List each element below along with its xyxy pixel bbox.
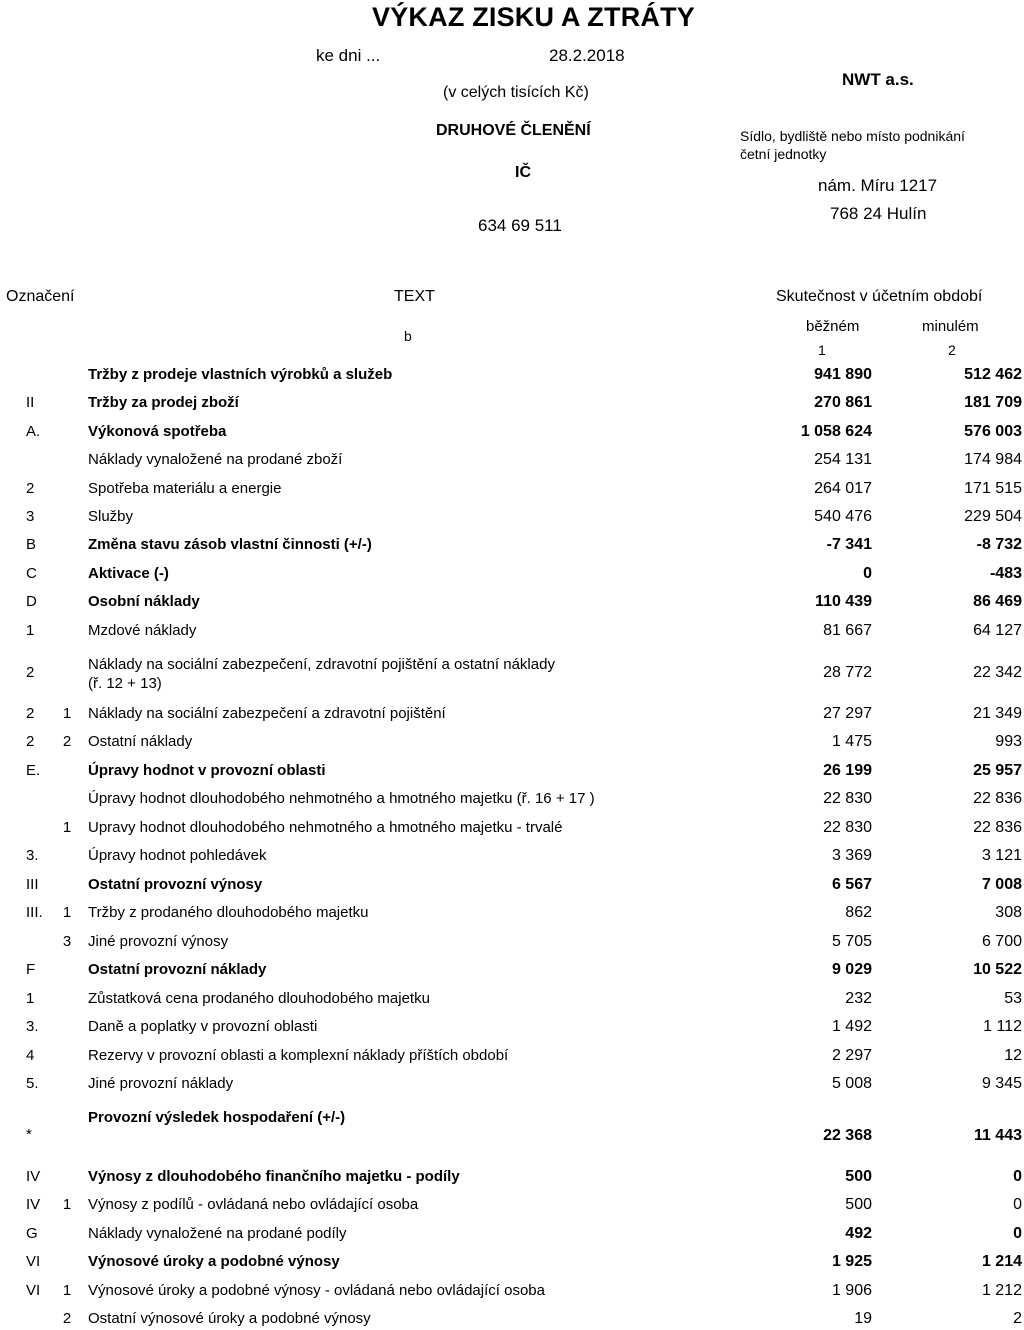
row-text: Úpravy hodnot v provozní oblasti — [88, 762, 326, 779]
row-mark: 1 — [26, 990, 35, 1007]
classification: DRUHOVÉ ČLENĚNÍ — [436, 122, 591, 139]
row-mark: 4 — [26, 1047, 35, 1064]
row-text: Tržby z prodaného dlouhodobého majetku — [88, 904, 369, 921]
row-text: Náklady na sociální zabezpečení a zdravotní pojištění — [88, 705, 446, 722]
value-previous-period: 64 127 — [973, 622, 1022, 639]
row-mark: VI — [26, 1282, 41, 1299]
value-previous-period: 22 836 — [973, 790, 1022, 807]
row-mark: 3. — [26, 847, 39, 864]
address-line2: 768 24 Hulín — [830, 204, 927, 223]
row-subindex: 1 — [62, 1282, 72, 1299]
row-mark: 2 — [26, 705, 35, 722]
row-mark: 2 — [26, 480, 35, 497]
value-current-period: 19 — [854, 1310, 872, 1327]
row-mark: IV — [26, 1196, 41, 1213]
value-previous-period: 308 — [995, 904, 1022, 921]
value-current-period: 492 — [845, 1225, 872, 1242]
row-text: Provozní výsledek hospodaření (+/-) — [88, 1109, 346, 1126]
col-header-previous-num: 2 — [948, 342, 956, 358]
row-text: Výnosy z dlouhodobého finančního majetku - podíly — [88, 1168, 460, 1185]
value-previous-period: 3 121 — [981, 847, 1022, 864]
value-current-period: 81 667 — [823, 622, 872, 639]
row-mark: B — [26, 536, 37, 553]
row-text: Náklady vynaložené na prodané podíly — [88, 1225, 347, 1242]
value-current-period: 110 439 — [815, 593, 872, 610]
row-mark: D — [26, 593, 37, 610]
value-current-period: 540 476 — [814, 508, 872, 525]
row-subindex: 2 — [62, 733, 72, 750]
row-text: Tržby z prodeje vlastních výrobků a služeb — [88, 366, 393, 383]
value-current-period: 1 492 — [831, 1018, 872, 1035]
value-current-period: 264 017 — [814, 480, 872, 497]
date-value: 28.2.2018 — [549, 46, 625, 65]
row-text: Výkonová spotřeba — [88, 423, 227, 440]
value-previous-period: 1 112 — [983, 1018, 1022, 1035]
value-current-period: 22 830 — [823, 819, 872, 836]
row-text: Úpravy hodnot pohledávek — [88, 847, 267, 864]
value-current-period: 1 925 — [831, 1253, 872, 1270]
value-previous-period: 6 700 — [981, 933, 1022, 950]
col-header-current: běžném — [806, 318, 860, 335]
value-previous-period: 0 — [1013, 1196, 1022, 1213]
value-previous-period: 1 212 — [981, 1282, 1022, 1299]
value-previous-period: 181 709 — [964, 394, 1022, 411]
value-previous-period: 0 — [1013, 1168, 1022, 1185]
address-line1: nám. Míru 1217 — [818, 176, 938, 195]
row-mark: II — [26, 394, 35, 411]
row-text: Výnosy z podílů - ovládaná nebo ovládající osoba — [88, 1196, 419, 1213]
row-text: Výnosové úroky a podobné výnosy - ovládaná nebo ovládající osoba — [88, 1282, 545, 1299]
row-subindex: 3 — [62, 933, 72, 950]
col-header-text-sub: b — [404, 328, 412, 344]
row-text: Ostatní provozní výnosy — [88, 876, 263, 893]
company-name: NWT a.s. — [842, 70, 914, 89]
seat-label-line2: četní jednotky — [740, 146, 827, 162]
value-current-period: 941 890 — [814, 366, 872, 383]
row-text: Ostatní náklady — [88, 733, 193, 750]
row-text: Změna stavu zásob vlastní činnosti (+/-) — [88, 536, 372, 553]
value-previous-period: 86 469 — [973, 593, 1022, 610]
value-current-period: 862 — [845, 904, 872, 921]
value-previous-period: 174 984 — [964, 451, 1022, 468]
value-current-period: 270 861 — [814, 394, 872, 411]
value-previous-period: 9 345 — [981, 1075, 1022, 1092]
value-previous-period: 171 515 — [964, 480, 1022, 497]
value-current-period: -7 341 — [826, 536, 872, 553]
value-current-period: 3 369 — [831, 847, 872, 864]
date-label: ke dni ... — [316, 46, 381, 65]
value-previous-period: 21 349 — [973, 705, 1022, 722]
value-previous-period: 993 — [995, 733, 1022, 750]
row-mark: III. — [26, 904, 43, 921]
value-current-period: 22 830 — [823, 790, 872, 807]
value-previous-period: 25 957 — [973, 762, 1022, 779]
row-mark: F — [26, 961, 36, 978]
row-mark: E. — [26, 762, 41, 779]
value-previous-period: 576 003 — [964, 423, 1022, 440]
value-current-period: 28 772 — [823, 664, 872, 681]
seat-label-line1: Sídlo, bydliště nebo místo podnikání — [740, 128, 965, 144]
value-current-period: 9 029 — [831, 961, 872, 978]
value-previous-period: 10 522 — [973, 961, 1022, 978]
row-text: Náklady na sociální zabezpečení, zdravotní pojištění a ostatní náklady — [88, 656, 555, 673]
row-text: Náklady vynaložené na prodané zboží — [88, 451, 343, 468]
row-mark: IV — [26, 1168, 41, 1185]
row-text: Tržby za prodej zboží — [88, 394, 239, 411]
col-header-actual: Skutečnost v účetním období — [776, 288, 983, 305]
row-subindex: 1 — [62, 904, 72, 921]
row-mark: 3 — [26, 508, 35, 525]
value-previous-period: 53 — [1004, 990, 1022, 1007]
col-header-text: TEXT — [394, 288, 435, 305]
value-current-period: 26 199 — [823, 762, 872, 779]
row-text: Úpravy hodnot dlouhodobého nehmotného a hmotného majetku (ř. 16 + 17 ) — [88, 790, 595, 807]
row-subindex: 1 — [62, 705, 72, 722]
ic-value: 634 69 511 — [478, 216, 562, 235]
row-subindex: 1 — [62, 819, 72, 836]
value-previous-period: 12 — [1004, 1047, 1022, 1064]
row-text: Výnosové úroky a podobné výnosy — [88, 1253, 340, 1270]
row-mark: A. — [26, 423, 41, 440]
row-text: Upravy hodnot dlouhodobého nehmotného a hmotného majetku - trvalé — [88, 819, 563, 836]
value-previous-period: 1 214 — [981, 1253, 1022, 1270]
row-text: Mzdové náklady — [88, 622, 197, 639]
row-text: Jiné provozní výnosy — [88, 933, 229, 950]
value-current-period: 5 008 — [831, 1075, 872, 1092]
value-previous-period: 22 836 — [973, 819, 1022, 836]
row-text: Spotřeba materiálu a energie — [88, 480, 282, 497]
row-mark: 1 — [26, 622, 35, 639]
value-previous-period: 11 443 — [973, 1127, 1022, 1144]
row-text: Ostatní výnosové úroky a podobné výnosy — [88, 1310, 371, 1327]
value-previous-period: 229 504 — [964, 508, 1022, 525]
value-current-period: 2 297 — [831, 1047, 872, 1064]
row-mark: 5. — [26, 1075, 39, 1092]
value-previous-period: 7 008 — [981, 876, 1022, 893]
row-mark: 2 — [26, 664, 35, 681]
value-current-period: 1 475 — [831, 733, 872, 750]
value-current-period: 1 058 624 — [800, 423, 872, 440]
ic-label: IČ — [515, 164, 531, 181]
value-previous-period: 22 342 — [973, 664, 1022, 681]
col-header-previous: minulém — [922, 318, 979, 335]
row-mark: III — [26, 876, 39, 893]
row-text: Rezervy v provozní oblasti a komplexní náklady příštích období — [88, 1047, 509, 1064]
row-mark: VI — [26, 1253, 41, 1270]
col-header-current-num: 1 — [818, 342, 826, 358]
row-mark: 2 — [26, 733, 35, 750]
row-text: Jiné provozní náklady — [88, 1075, 234, 1092]
value-current-period: 500 — [845, 1196, 872, 1213]
value-current-period: 232 — [845, 990, 872, 1007]
row-mark: C — [26, 565, 37, 582]
value-previous-period: -8 732 — [976, 536, 1022, 553]
row-mark: * — [26, 1126, 32, 1143]
row-subindex: 1 — [62, 1196, 72, 1213]
value-previous-period: -483 — [989, 565, 1022, 582]
row-text: Aktivace (-) — [88, 565, 169, 582]
row-text: Ostatní provozní náklady — [88, 961, 267, 978]
row-text: Daně a poplatky v provozní oblasti — [88, 1018, 318, 1035]
value-current-period: 0 — [863, 565, 872, 582]
col-header-oznaceni: Označení — [6, 288, 75, 305]
value-previous-period: 0 — [1013, 1225, 1022, 1242]
value-current-period: 5 705 — [831, 933, 872, 950]
value-current-period: 254 131 — [814, 451, 872, 468]
value-previous-period: 512 462 — [964, 366, 1022, 383]
value-current-period: 22 368 — [823, 1127, 872, 1144]
value-current-period: 6 567 — [831, 876, 872, 893]
row-text: Osobní náklady — [88, 593, 200, 610]
units-note: (v celých tisících Kč) — [443, 84, 589, 101]
value-previous-period: 2 — [1013, 1310, 1022, 1327]
row-text: Zůstatková cena prodaného dlouhodobého majetku — [88, 990, 430, 1007]
row-text-continued: (ř. 12 + 13) — [88, 675, 162, 692]
row-text: Služby — [88, 508, 134, 525]
value-current-period: 500 — [845, 1168, 872, 1185]
value-current-period: 1 906 — [831, 1282, 872, 1299]
report-title: VÝKAZ ZISKU A ZTRÁTY — [372, 2, 695, 32]
row-mark: 3. — [26, 1018, 39, 1035]
value-current-period: 27 297 — [823, 705, 872, 722]
row-mark: G — [26, 1225, 38, 1242]
row-subindex: 2 — [62, 1310, 72, 1327]
